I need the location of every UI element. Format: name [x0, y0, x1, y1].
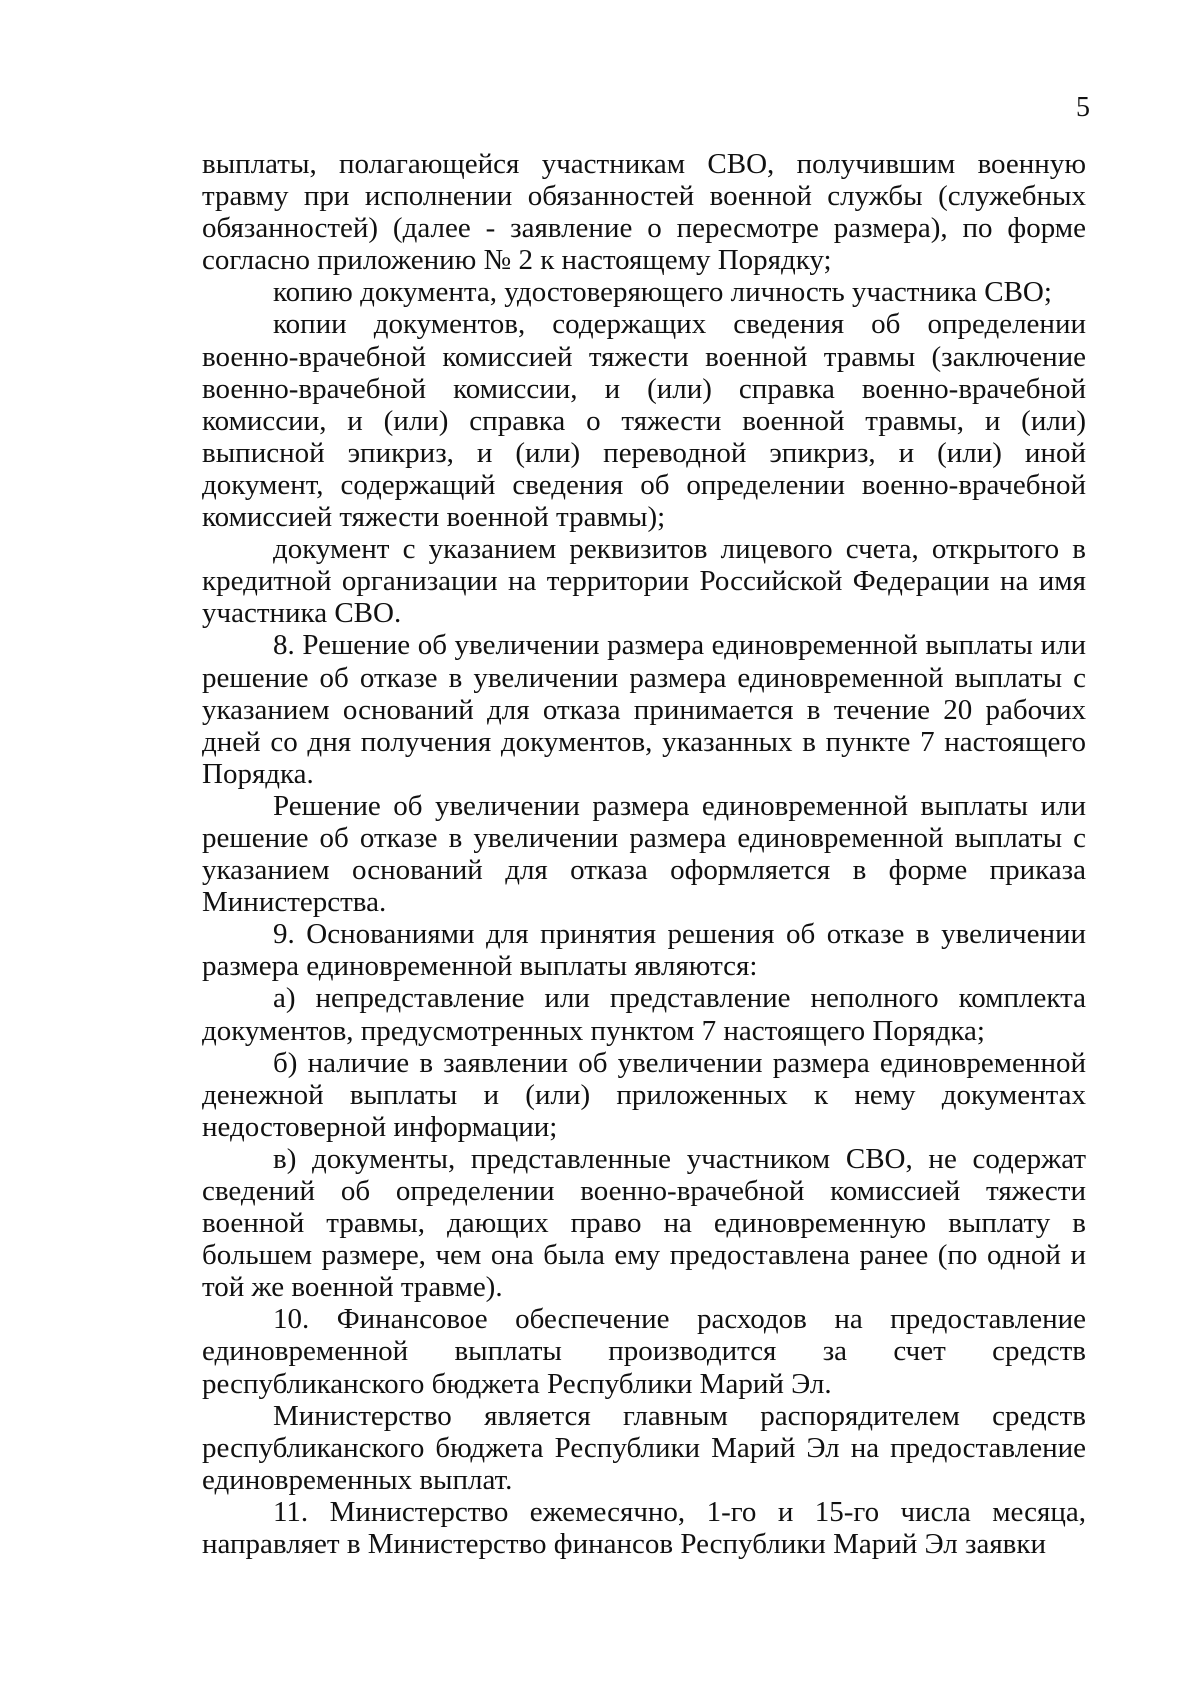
paragraph-clause-11: 11. Министерство ежемесячно, 1-го и 15-го числа месяца, направляет в Министерство финансов Республики Марий Эл заявки [202, 1495, 1086, 1561]
paragraph-identity-document: копию документа, удостоверяющего личность участника СВО; [273, 276, 1052, 309]
paragraph-clause-9: 9. Основаниями для принятия решения об отказе в увеличении размера единовременной выплаты являются: [202, 918, 1086, 983]
paragraph-medical-documents: копии документов, содержащих сведения об определении военно-врачебной комиссией тяжести военной травмы (заключение военно-врачебной комиссии, и (или) справка военно-врачебной комиссии, и (или) справка о тяжести военной травмы, и (или) выписной эпикриз, и (или) переводной эпикриз, и (или) иной документ, содержащий сведения об определении военно-врачебной комиссией тяжести военной травмы); [202, 308, 1086, 534]
paragraph-clause-10: 10. Финансовое обеспечение расходов на предоставление единовременной выплаты производится за счет средств республиканского бюджета Республики Марий Эл. [202, 1303, 1086, 1400]
paragraph-clause-8: 8. Решение об увеличении размера единовременной выплаты или решение об отказе в увеличении размера единовременной выплаты с указанием оснований для отказа принимается в течение 20 рабочих дней со дня получения документов, указанных в пункте 7 настоящего Порядка. [202, 629, 1086, 790]
paragraph-ministry-role: Министерство является главным распорядителем средств республиканского бюджета Республики Марий Эл на предоставление единовременных выплат. [202, 1399, 1086, 1496]
document-body [202, 148, 1086, 1560]
paragraph-decision-order: Решение об увеличении размера единовременной выплаты или решение об отказе в увеличении размера единовременной выплаты с указанием оснований для отказа оформляется в форме приказа Министерства. [202, 789, 1086, 919]
paragraph-item-a: а) непредставление или представление неполного комплекта документов, предусмотренных пунктом 7 настоящего Порядка; [202, 982, 1086, 1047]
paragraph-item-c: в) документы, представленные участником СВО, не содержат сведений об определении военно-врачебной комиссией тяжести военной травмы, дающих право на единовременную выплату в большем размере, чем она была ему предоставлена ранее (по одной и той же военной травме). [202, 1142, 1086, 1304]
paragraph-item-b: б) наличие в заявлении об увеличении размера единовременной денежной выплаты и (или) приложенных к нему документах недостоверной информации; [202, 1046, 1086, 1143]
paragraph-application-form: выплаты, полагающейся участникам СВО, получившим военную травму при исполнении обязанностей военной службы (служебных обязанностей) (далее - заявление о пересмотре размера), по форме согласно приложению № 2 к настоящему Порядку; [202, 148, 1086, 277]
paragraph-bank-account: документ с указанием реквизитов лицевого счета, открытого в кредитной организации на территории Российской Федерации на имя участника СВО. [202, 533, 1086, 630]
page-number: 5 [1076, 92, 1090, 123]
